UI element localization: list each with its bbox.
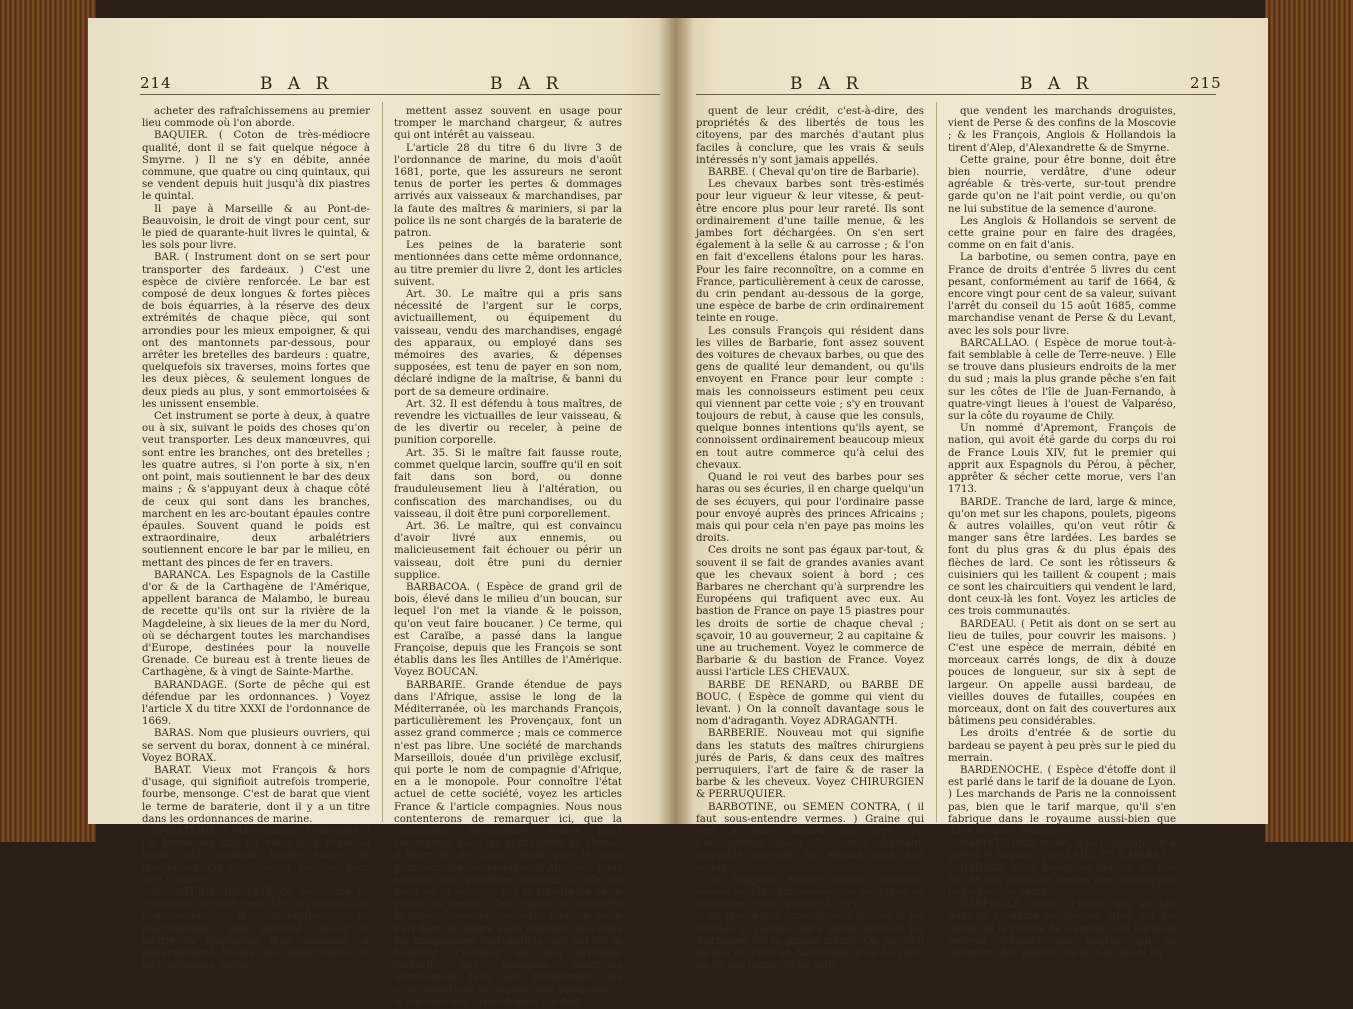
paragraph: Les droits d'entrée & de sortie du bardeau se payent à peu près sur le pied du merrain. — [948, 728, 1176, 764]
paragraph: BARDOT. Petit mulet, que l'on employe à porter le bagage. Voyez MULET & HARAS. — [948, 838, 1176, 862]
page-number-right: 215 — [1190, 74, 1222, 92]
paragraph: BARBARIE. Grande étendue de pays dans l'Afrique, assise le long de la Méditerranée, où les marchands François, particulièrement les Provençaux, font un assez grand commerce ; mais ce commerce n'est pas libre. Une société de marchands Marseillois, douée d'un privilège exclusif, qui porte le nom de compagnie d'Afrique, en a le monopole. Pour connoître l'état actuel de cette société, voyez les articles France & l'article compagnies. Nous nous contenterons de remarquer ici, que la compagnie Marseilloise établie pour commercer dans les petits états de Maroc, d'Alger & de Tunis, avoit pris le nom pompeux de compagnie d'Afrique, pour étendre son privilège exclusif, si elle en avoit eu le pouvoir, sur la totalité de cette partie du monde. Car l'esprit de conquête & d'envahissement général n'existe nulle part dans un degré aussi éminent, que dans les compagnies mercantiles, qui ont eu le bonheur d'acheter un bon privilège exclusif, par quelques sacrifices adroitement faits aux subalternes des administrations publiques, aux protecteurs, & sur-tout aux protectrices, qui traf- — [394, 679, 622, 1008]
column-divider — [936, 102, 937, 822]
header-rule — [140, 94, 660, 95]
book-edge-left — [0, 0, 96, 842]
paragraph: BAR. ( Instrument dont on se sert pour transporter des fardeaux. ) C'est une espèce de civière renforcée. Le bar est composé de deux longues & fortes pièces de bois équarries, à la réserve des deux extrémités de chaque pièce, qui sont arrondies pour les mieux empoigner, & qui ont des mantonnets par-dessous, pour arrêter les bretelles des bardeurs : quatre, quelquefois six traverses, moins fortes que les deux pièces, & seulement longues de deux pieds au plus, y sont emmortoisées & les unissent ensemble. — [142, 252, 370, 410]
paragraph: L'article 28 du titre 6 du livre 3 de l'ordonnance de marine, du mois d'août 1681, porte, que les assureurs ne seront tenus de porter les pertes & dommages arrivés aux vaisseaux & marchandises, par la faute des maîtres & mariniers, si par la police ils ne sont chargés de la baraterie de patron. — [394, 142, 622, 240]
paragraph: BARBERIE. Nouveau mot qui signifie dans les statuts des maîtres chirurgiens jurés de Paris, & dans ceux des maîtres perruquiers, l'art de faire & de raser la barbe & les cheveux. Voyez CHIRURGIEN & PERRUQUIER. — [696, 728, 924, 801]
right-page-column-1 — [696, 106, 924, 972]
paragraph: On l'appelle encore semen sanctum, semen santonicum, semencine, santoline ou xantoline ; enfin, poudre à vers. — [696, 874, 924, 911]
paragraph: Il paye à Marseille & au Pont-de-Beauvoisin, le droit de vingt pour cent, sur le pied de quarante-huit livres le quintal, & les sols pour livre. — [142, 203, 370, 252]
paragraph: BARATERIE DE PATRON, en terme de commerce de mer, veut dire, les larcins, les déguisemens & altérations de marchandises, que peuvent causer le maître & l'équipage d'un vaisseau, & généralement toutes les supercheries & malversations, qu'ils — [142, 887, 370, 972]
paragraph: que vendent les marchands droguistes, vient de Perse & des confins de la Moscovie ; & les François, Anglois & Hollandois la tirent d'Alep, d'Alexandrette & de Smyrne. — [948, 106, 1176, 154]
paragraph: Cette graine, pour être bonne, doit être bien nourrie, verdâtre, d'une odeur agréable & très-verte, sur-tout prendre garde qu'on ne l'ait point verdie, ou qu'on ne lui substitue de la semence d'aurone. — [948, 154, 1176, 215]
paragraph: Les consuls François qui résident dans les villes de Barbarie, font assez souvent des voitures de chevaux barbes, ou que des gens de qualité leur demandent, ou qu'ils envoyent en France pour leur compte : mais les connoisseurs estiment peu ceux qui viennent par cette voie ; s'y en trouvant toujours de rebut, à cause que les consuls, quelque bonnes intentions qu'ils ayent, se connoissent ordinairement beaucoup mieux en tout autre commerce qu'à celui des chevaux. — [696, 325, 924, 471]
paragraph: acheter des rafraîchissemens au premier lieu commode où l'on aborde. — [142, 106, 370, 130]
page-number-left: 214 — [140, 74, 172, 92]
paragraph: BARBE DE RENARD, ou BARBE DE BOUC. ( Espèce de gomme qui vient du levant. ) On la connoît davantage sous le nom d'adraganth. Voyez ADRAGANTH. — [696, 679, 924, 728]
header-rule — [696, 94, 1216, 95]
running-head-left-col2: B A R — [490, 74, 564, 94]
left-page — [88, 18, 682, 1008]
running-head-right-col2: B A R — [1020, 74, 1094, 94]
paragraph: Les peines de la baraterie sont mentionnées dans cette même ordonnance, au titre premier du livre 2, dont les articles suivent. — [394, 240, 622, 288]
left-page-column-1 — [142, 106, 370, 972]
paragraph: La plante qui produit cette graine, a les feuilles si petites, qu'à peine peut-on les distinguer de la graine même. On prétend qu'elle en croît en Xaintonge, d'où lui vient un de ses noms ; mais celle — [696, 911, 924, 972]
paragraph: Art. 35. Si le maître fait fausse route, commet quelque larcin, souffre qu'il en soit fait dans son bord, ou donne frauduleusement lieu à l'altération, ou confiscation des marchandises, ou du vaisseau, il doit être puni corporellement. — [394, 447, 622, 520]
paragraph: BAQUIER. ( Coton de très-médiocre qualité, dont il se fait quelque négoce à Smyrne. ) Il ne s'y en débite, année commune, que quatre ou cinq quintaux, qui se vendent depuis huit jusqu'à dix piastres le quintal. — [142, 130, 370, 203]
paragraph: BARBACOA. ( Espèce de grand gril de bois, élevé dans le milieu d'un boucan, sur lequel l'on met la viande & le poisson, qu'on veut faire boucaner. ) Ce terme, qui est Caraïbe, a passé dans la langue Françoise, depuis que les François se sont établis dans les îles Antilles de l'Amérique. Voyez BOUCAN. — [394, 581, 622, 679]
paragraph: BARANCA. Les Espagnols de la Castille d'or & de la Carthagène de l'Amérique, appellent baranca de Malambo, le bureau de recette qu'ils ont sur la rivière de la Magdeleine, à six lieues de la mer du Nord, où se déchargent toutes les marchandises d'Europe, destinées pour la nouvelle Grenade. Ce bureau est à trente lieues de Carthagène, & à vingt de Sainte-Marthe. — [142, 569, 370, 679]
paragraph: BARANDAGE. (Sorte de pêche qui est défendue par les ordonnances. ) Voyez l'article X du titre XXXI de l'ordonnance de 1669. — [142, 679, 370, 728]
running-head-left-col1: B A R — [260, 74, 334, 94]
left-page-column-2 — [394, 106, 622, 1009]
right-page — [670, 18, 1268, 972]
paragraph: BARATERIE. ( Malversation, tromperie. ) Ce terme est tiré du vieux mot François barat, qui signifioit toutes sortes de tromperies. On disoit aussi, barater, pour dire tromper. — [142, 825, 370, 886]
paragraph: Ces droits ne sont pas égaux par-tout, & souvent il se fait de grandes avanies avant que les chevaux soient à bord ; ces Barbares ne cherchant qu'à surprendre les Européens qui trafiquent avec eux. Au bastion de France on paye 15 piastres pour les droits de sortie de chaque cheval ; sçavoir, 10 au gouverneur, 2 au capitaine & une au truchement. Voyez le commerce de Barbarie & du bastion de France. Voyez aussi l'article LES CHEVAUX. — [696, 545, 924, 679]
paragraph: BARDE. Tranche de lard, large & mince, qu'on met sur les chapons, poulets, pigeons & autres volailles, qu'on veut rôtir & manger sans être lardées. Les bardes se font du plus gras & du plus épais des flèches de lard. Ce sont les rôtisseurs & cuisiniers qui les taillent & coupent ; mais ce sont les chaircuitiers qui vendent le lard, dont ceux-là les font. Voyez les articles de ces trois communautés. — [948, 496, 1176, 618]
paragraph: Art. 30. Le maître qui a pris sans nécessité de l'argent sur le corps, avictuaillement, ou équipement du vaisseau, vendu des marchandises, engagé des apparaux, ou employé dans ses mémoires des avaries, & dépenses supposées, est tenu de payer en son nom, déclaré indigne de la maîtrise, & banni du port de sa demeure ordinaire. — [394, 289, 622, 398]
paragraph: BARDENOCHE. ( Espèce d'étoffe dont il est parlé dans le tarif de la douane de Lyon. ) Les marchands de Paris ne la connoissent pas, bien que le tarif marque, qu'il s'en fabrique dans le royaume aussi-bien que dans les pays étrangers. — [948, 764, 1176, 837]
paragraph: BARBE. ( Cheval qu'on tire de Barbarie). — [708, 167, 920, 179]
book-edge-right — [1265, 0, 1353, 842]
paragraph: BARDEAU. ( Petit ais dont on se sert au lieu de tuiles, pour couvrir les maisons. ) C'est une espèce de merrain, débité en morceaux carrés longs, de dix à douze pouces de longueur, sur six à sept de largeur. On appelle aussi bardeau, de vieilles douves de futailles, coupées en morceaux, dont on fait des couvertures aux bâtimens peu considérables. — [948, 618, 1176, 728]
paragraph: BARFOULS. Sorte d'étoffe qui se fait dans le royaume de Cantor, situé sur les bords de la rivière de Gambie. Les barfouls servent d'habits aux nègres qui se nomment des pagnes. Ils en font aussi un — [948, 899, 1176, 960]
paragraph: Les Anglois & Hollandois se servent de cette graine pour en faire des dragées, comme on en fait d'anis. — [948, 215, 1176, 252]
paragraph: Art. 36. Le maître, qui est convaincu d'avoir livré aux ennemis, ou malicieusement fait échouer ou périr un vaisseau, doit être puni du dernier supplice. — [394, 520, 622, 581]
column-divider — [382, 102, 383, 822]
paragraph: mettent assez souvent en usage pour tromper le marchand chargeur, & autres qui ont intérêt au vaisseau. — [394, 106, 622, 142]
paragraph: BARAT. Vieux mot François & hors d'usage, qui signifioit autrefois tromperie, fourbe, mensonge. C'est de barat que vient le terme de baraterie, dont il y a un titre dans les ordonnances de marine. — [142, 764, 370, 825]
paragraph: Les chevaux barbes sont très-estimés pour leur vigueur & leur vitesse, & peut-être encore plus pour leur rareté. Ils sont ordinairement d'une taille menue, & les jambes fort déchargées. On s'en sert également à la selle & au carrosse ; & l'on en fait d'excellens étalons pour les haras. Pour les faire reconnoître, on a comme en France, particulièrement à ceux de carosse, du crin pendant au-dessous de la gorge, une espèce de barbe de crin ordinairement teinte en rouge. — [696, 179, 924, 325]
paragraph: Quand le roi veut des barbes pour ses haras ou ses écuries, il en charge quelqu'un de ses écuyers, qui pour l'ordinaire passe pour envoyé auprès des princes Africains ; mais qui pour cela n'en paye pas moins les droits. — [696, 472, 924, 545]
paragraph: BARCALLAO. ( Espèce de morue tout-à-fait semblable à celle de Terre-neuve. ) Elle se trouve dans plusieurs endroits de la mer du sud ; mais la plus grande pêche s'en fait sur les côtes de l'île de Juan-Fernando, à quatre-vingt lieues à l'ouest de Valparéso, sur la côte du royaume de Chily. — [948, 337, 1176, 423]
paragraph: Cet instrument se porte à deux, à quatre ou à six, suivant le poids des choses qu'on veut transporter. Les deux manœuvres, qui sont entre les branches, ont des bretelles ; les quatre autres, si l'on porte à six, n'en ont point, mais soutiennent le bar des deux mains ; & s'appuyant deux à chaque côté de ceux qui sont dans les branches, marchent en les arc-boutant épaules contre épaules. Souvent quand le poids est extraordinaire, deux arbalétriers soutiennent encore le bar par le milieu, en mettant des pinces de fer en travers. — [142, 411, 370, 569]
paragraph: Un nommé d'Apremont, François de nation, qui avoit été garde du corps du roi de France Louis XIV, fut le premier qui apprit aux Espagnols du Pérou, à pêcher, apprêter & sécher cette morue, vers l'an 1713. — [948, 423, 1176, 496]
paragraph: Art. 32. Il est défendu à tous maîtres, de revendre les victuailles de leur vaisseau, & de les divertir ou receler, à peine de punition corporelle. — [394, 398, 622, 447]
paragraph: BARETZ. Gros bourg de Poitou, où l'on fait de ces sortes de serges que l'on appelle boulanger de camp. — [948, 862, 1176, 898]
paragraph: quent de leur crédit, c'est-à-dire, des propriétés & des libertés de tous les citoyens, par des marchés d'autant plus faciles à conclure, que les vrais & seuls intéressés n'y sont jamais appellés. — [696, 106, 924, 166]
book-gutter — [658, 18, 694, 824]
paragraph: La barbotine, ou semen contra, paye en France de droits d'entrée 5 livres du cent pesant, conformément au tarif de 1664, & encore vingt pour cent de sa valeur, suivant l'arrêt du conseil du 15 août 1685, comme marchandise venant de Perse & du Levant, avec les sols pour livre. — [948, 252, 1176, 337]
paragraph: BARBOTINE, ou SEMEN CONTRA, ( il faut sous-entendre vermes. ) Graine qui sert à faire mourir les vers qui s'engendrent dans le corps humain, auxquels sur-tout les enfans sont fort sujets. — [696, 801, 924, 874]
paragraph: BARAS. Nom que plusieurs ouvriers, qui se servent du borax, donnent à ce minéral. Voyez BORAX. — [142, 728, 370, 764]
right-page-column-2 — [948, 106, 1176, 960]
running-head-right-col1: B A R — [790, 74, 864, 94]
